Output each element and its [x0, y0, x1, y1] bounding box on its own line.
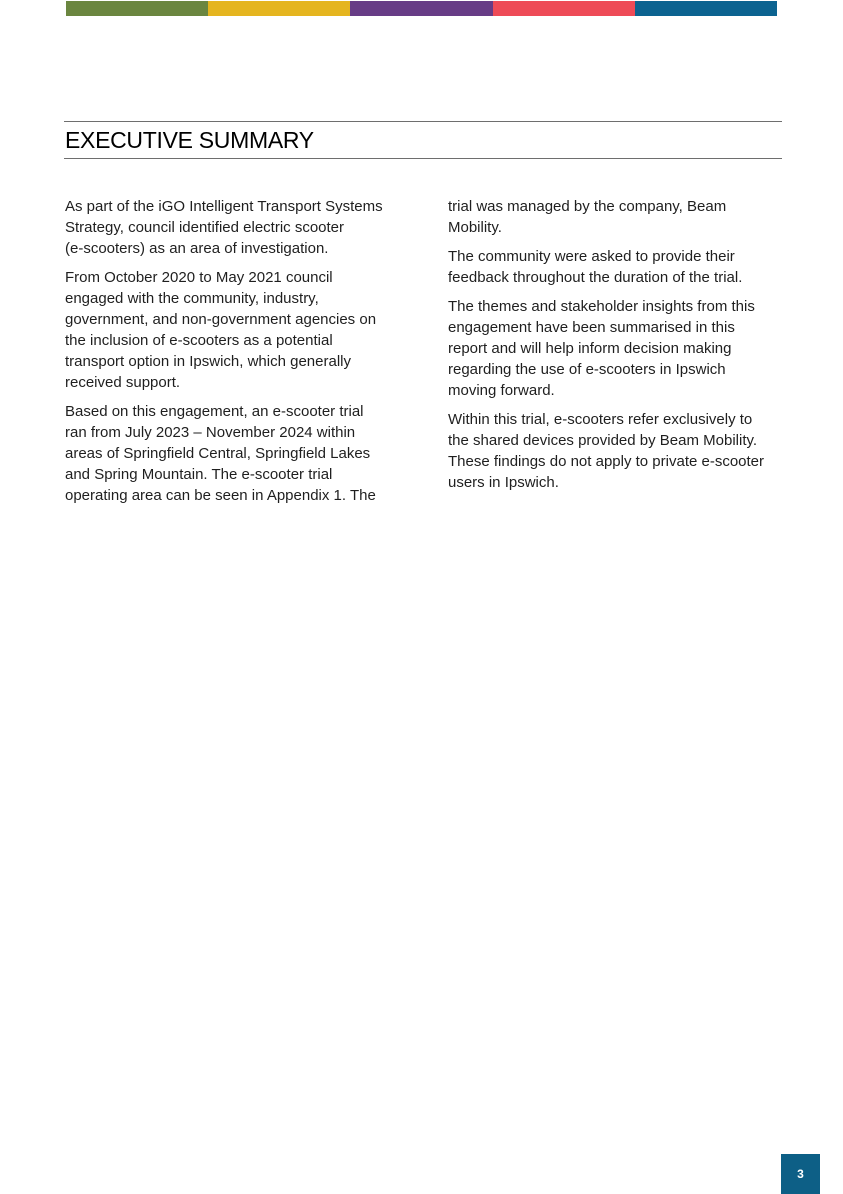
- paragraph-themes-insights: The themes and stakeholder insights from this engagement have been summarised in this report and will help inform decision making regarding the use of e-scooters in Ipswich moving forward.: [448, 298, 755, 399]
- header-color-bar: [66, 1, 777, 16]
- page-number-badge: 3: [781, 1154, 820, 1194]
- left-column: [65, 196, 405, 514]
- page-title: EXECUTIVE SUMMARY: [65, 127, 314, 153]
- paragraph-trial-area: Based on this engagement, an e-scooter trial ran from July 2023 – November 2024 within areas of Springfield Central, Springfield Lakes and Spring Mountain. The e-scooter trial operating area can be seen in Appendix 1. The: [65, 403, 376, 504]
- paragraph-community-feedback: The community were asked to provide their feedback throughout the duration of the trial.: [448, 248, 743, 286]
- paragraph-scope: Within this trial, e-scooters refer exclusively to the shared devices provided by Beam Mobility. These findings do not apply to private e-scooter users in Ipswich.: [448, 411, 765, 491]
- color-bar-segment-purple: [350, 1, 492, 16]
- color-bar-segment-red: [493, 1, 635, 16]
- color-bar-segment-blue: [635, 1, 777, 16]
- color-bar-segment-green: [66, 1, 208, 16]
- paragraph-strategy: As part of the iGO Intelligent Transport Systems Strategy, council identified electric scooter (e-scooters) as an area of investigation.: [65, 198, 383, 257]
- color-bar-segment-yellow: [208, 1, 350, 16]
- title-rule-bottom: [64, 158, 782, 159]
- right-column: [448, 196, 788, 501]
- paragraph-trial-manager: trial was managed by the company, Beam Mobility.: [448, 198, 727, 236]
- paragraph-engagement: From October 2020 to May 2021 council engaged with the community, industry, government, and non-government agencies on the inclusion of e-scooters as a potential transport option in Ipswich, which generally received support.: [65, 269, 377, 391]
- title-rule-top: [64, 121, 782, 122]
